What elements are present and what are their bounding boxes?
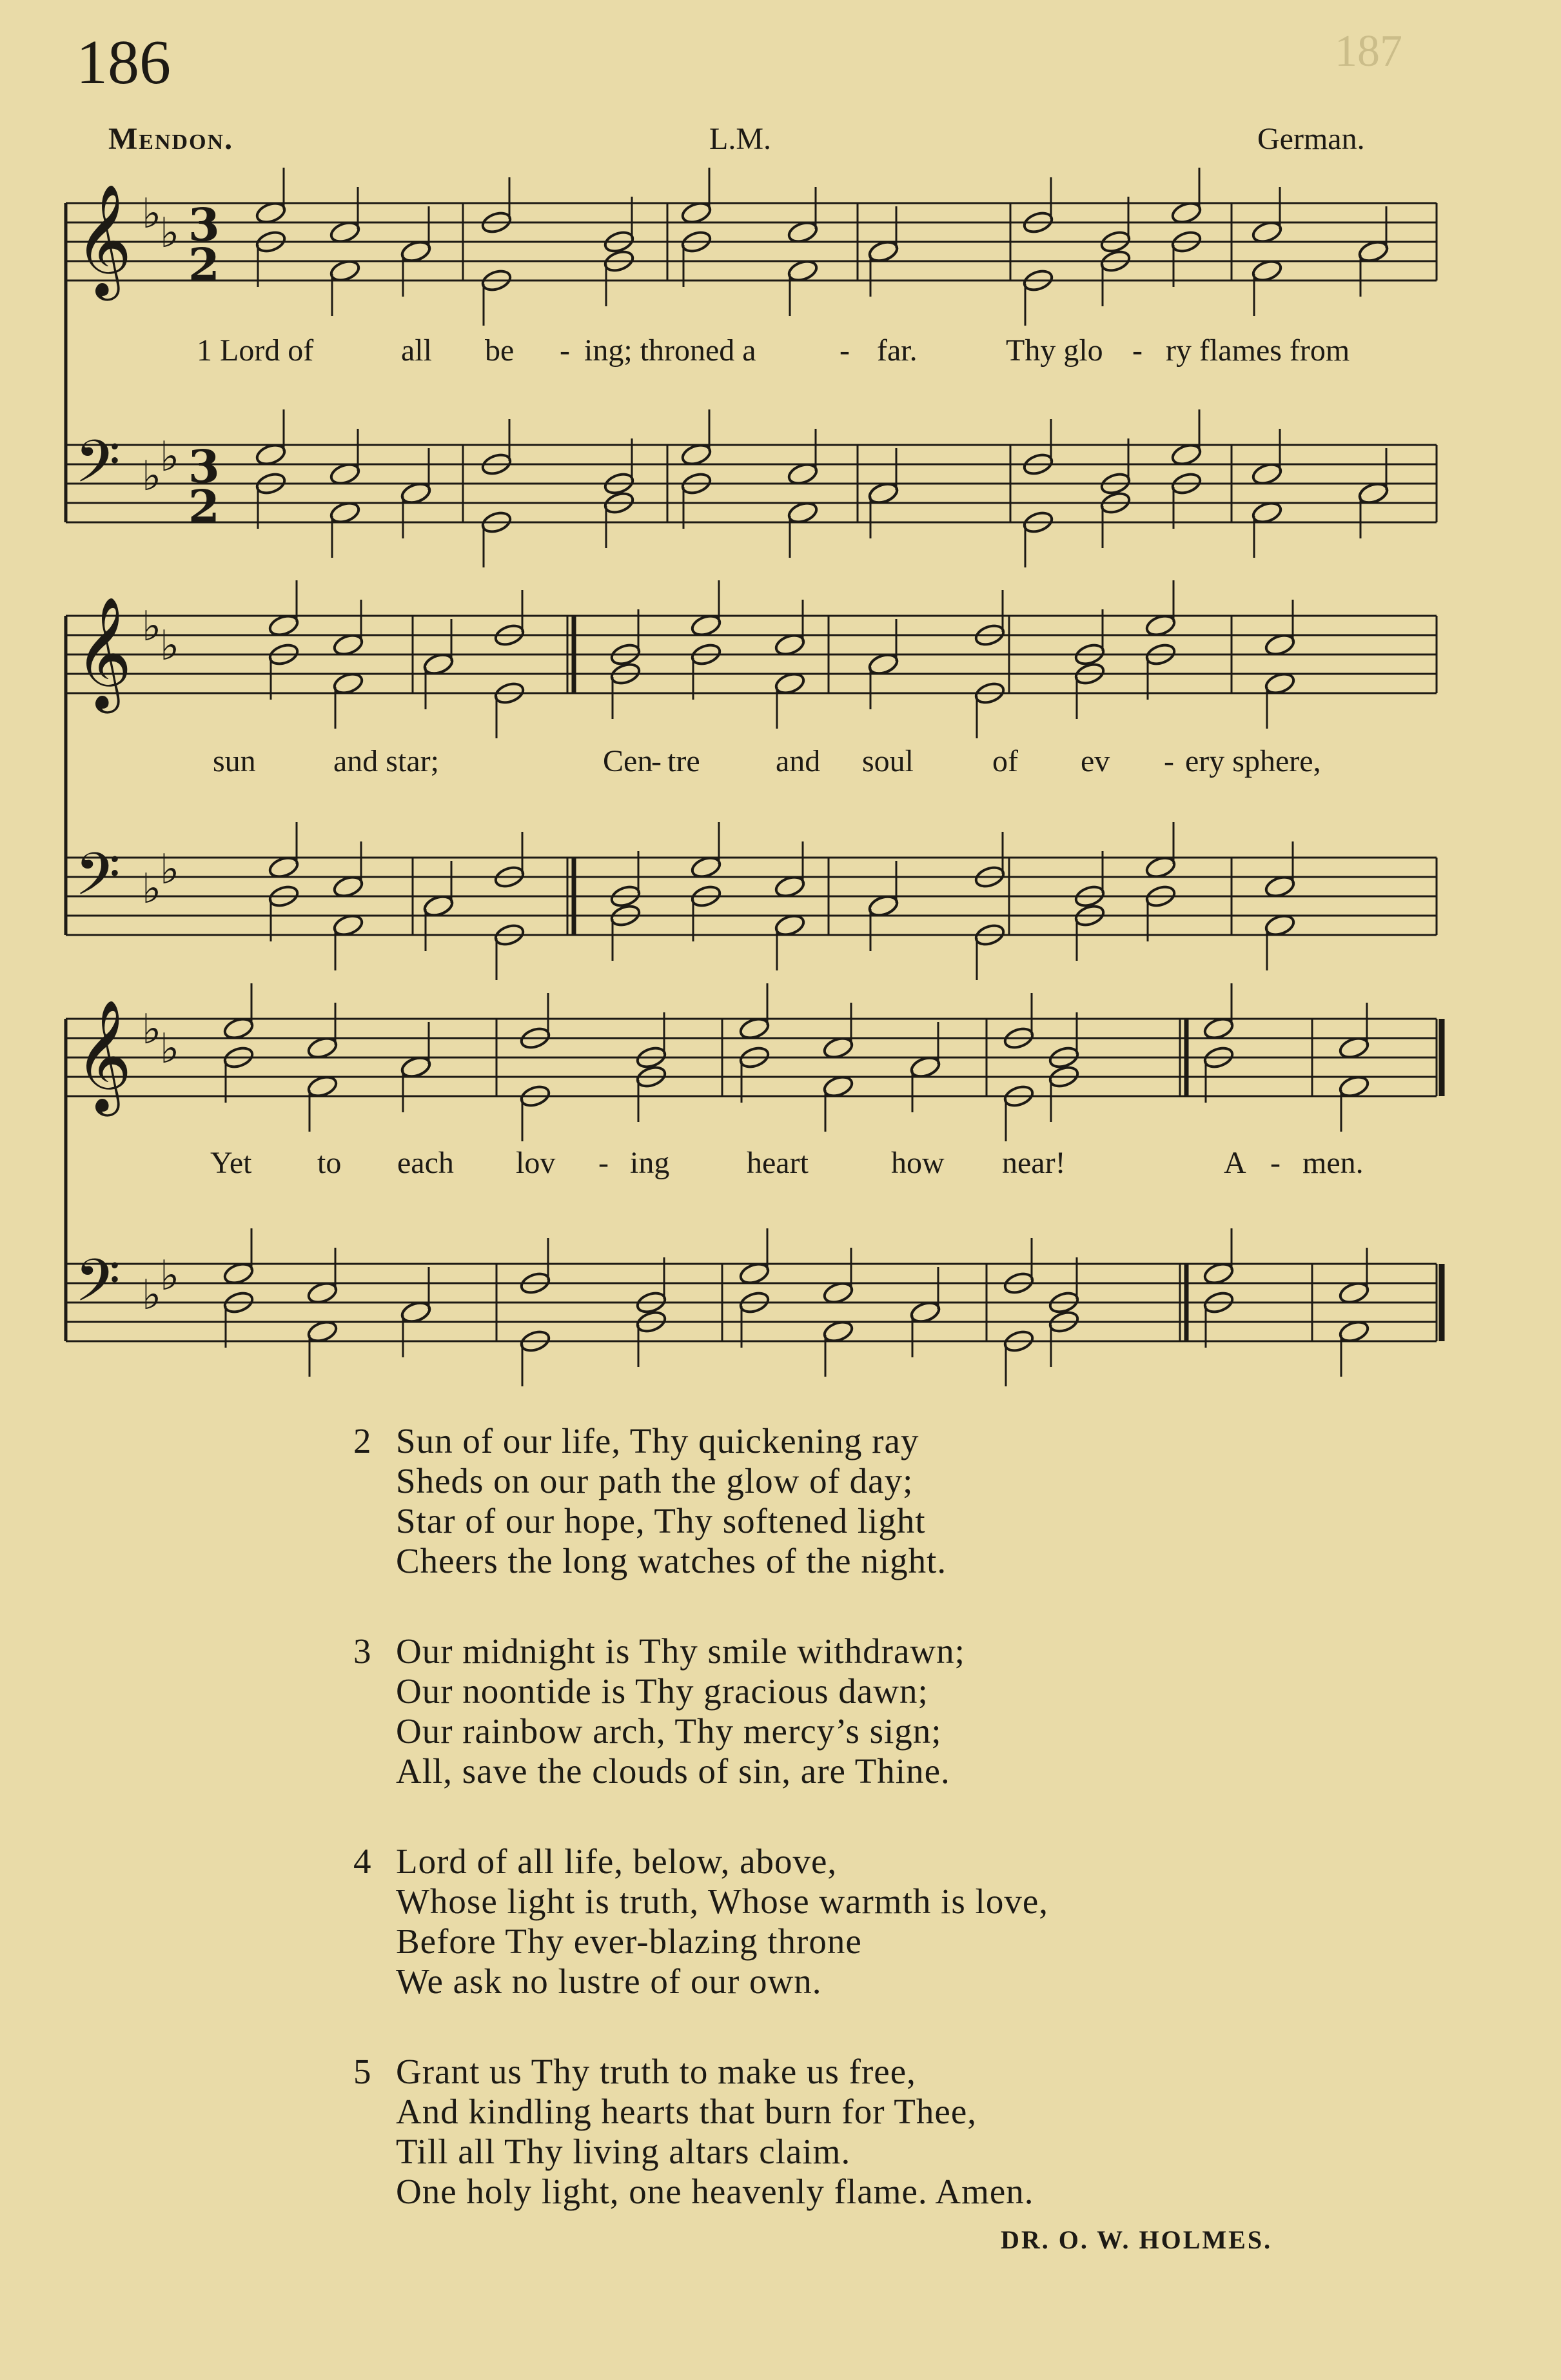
- treble-clef: 𝄞: [75, 596, 132, 709]
- verse-number: 3: [353, 1631, 372, 1671]
- verse-line: We ask no lustre of our own.: [396, 1962, 822, 2001]
- flat-sign: ♭: [142, 603, 162, 651]
- bass-clef: 𝄢: [75, 1246, 121, 1329]
- bass-clef: 𝄢: [75, 428, 121, 510]
- verse-line: Before Thy ever-blazing throne: [396, 1922, 862, 1961]
- lyric-syllable: far.: [877, 333, 918, 368]
- lyric-syllable: ing: [630, 1146, 670, 1180]
- verse-line: Till all Thy living altars claim.: [396, 2132, 851, 2171]
- lyric-syllable: Yet: [210, 1146, 252, 1180]
- verse-number: 5: [353, 2052, 372, 2091]
- lyric-syllable: lov: [516, 1146, 556, 1180]
- lyric-syllable: how: [891, 1146, 945, 1180]
- lyric-syllable: be: [485, 333, 515, 368]
- tune-name: Mendon.: [108, 122, 234, 156]
- verse-line: Sun of our life, Thy quickening ray: [396, 1421, 919, 1460]
- verse-line: Star of our hope, Thy softened light: [396, 1501, 926, 1540]
- tune-origin: German.: [1257, 122, 1365, 156]
- flat-sign: ♭: [160, 210, 180, 257]
- flat-sign: ♭: [142, 1006, 162, 1054]
- verse-line: Grant us Thy truth to make us free,: [396, 2052, 916, 2091]
- lyric-syllable: of: [992, 744, 1018, 778]
- lyric-syllable: -: [1164, 744, 1174, 778]
- lyric-syllable: and: [776, 744, 821, 778]
- lyric-syllable: Thy glo: [1006, 333, 1103, 368]
- lyric-syllable: -: [1270, 1146, 1281, 1180]
- lyric-syllable: sun: [213, 744, 256, 778]
- verse-line: Our noontide is Thy gracious dawn;: [396, 1671, 928, 1711]
- flat-sign: ♭: [142, 1272, 162, 1319]
- flat-sign: ♭: [142, 190, 162, 238]
- verse-number: 4: [353, 1842, 372, 1881]
- flat-sign: ♭: [160, 846, 180, 894]
- lyric-syllable: Cen: [603, 744, 653, 778]
- lyric-syllable: ev: [1081, 744, 1110, 778]
- lyric-syllable: all: [401, 333, 432, 368]
- lyric-syllable: ing; throned a: [584, 333, 756, 368]
- flat-sign: ♭: [142, 453, 162, 500]
- flat-sign: ♭: [160, 1252, 180, 1300]
- lyric-syllable: heart: [747, 1146, 809, 1180]
- verse-line: All, save the clouds of sin, are Thine.: [396, 1751, 950, 1791]
- lyric-syllable: to: [317, 1146, 342, 1180]
- lyric-syllable: and star;: [333, 744, 439, 778]
- time-signature: 3: [188, 440, 220, 493]
- meter: L.M.: [709, 122, 771, 156]
- lyric-syllable: -: [598, 1146, 609, 1180]
- lyric-syllable: soul: [862, 744, 914, 778]
- lyric-syllable: 1 Lord of: [197, 333, 314, 368]
- treble-clef: 𝄞: [75, 999, 132, 1112]
- flat-sign: ♭: [160, 1025, 180, 1073]
- flat-sign: ♭: [160, 622, 180, 670]
- verse-line: Cheers the long watches of the night.: [396, 1541, 947, 1580]
- time-signature: 2: [188, 480, 220, 533]
- lyric-syllable: men.: [1302, 1146, 1364, 1180]
- verse-line: Our rainbow arch, Thy mercy’s sign;: [396, 1711, 942, 1751]
- lyric-syllable: ry flames from: [1166, 333, 1350, 368]
- verse-line: One holy light, one heavenly flame. Amen.: [396, 2172, 1034, 2211]
- time-signature: 2: [188, 238, 220, 291]
- bass-clef: 𝄢: [75, 840, 121, 923]
- verse-line: Sheds on our path the glow of day;: [396, 1461, 914, 1500]
- verse-number: 2: [353, 1421, 372, 1460]
- flat-sign: ♭: [142, 865, 162, 913]
- lyric-syllable: tre: [667, 744, 700, 778]
- lyric-syllable: -: [651, 744, 662, 778]
- lyric-syllable: -: [839, 333, 850, 368]
- author-attribution: DR. O. W. HOLMES.: [1001, 2225, 1273, 2254]
- bleed-through-page-number: 187: [1335, 26, 1402, 76]
- page-number: 186: [76, 28, 171, 97]
- verse-line: Whose light is truth, Whose warmth is love,: [396, 1882, 1048, 1921]
- lyric-syllable: ery sphere,: [1185, 744, 1321, 778]
- lyric-syllable: -: [1132, 333, 1143, 368]
- treble-clef: 𝄞: [75, 184, 132, 296]
- verse-line: Our midnight is Thy smile withdrawn;: [396, 1631, 965, 1671]
- lyric-syllable: each: [397, 1146, 454, 1180]
- lyric-syllable: A: [1224, 1146, 1246, 1180]
- lyric-syllable: near!: [1002, 1146, 1066, 1180]
- time-signature: 3: [188, 198, 220, 251]
- verse-line: And kindling hearts that burn for Thee,: [396, 2092, 977, 2131]
- verse-line: Lord of all life, below, above,: [396, 1842, 838, 1881]
- flat-sign: ♭: [160, 433, 180, 481]
- lyric-syllable: -: [560, 333, 570, 368]
